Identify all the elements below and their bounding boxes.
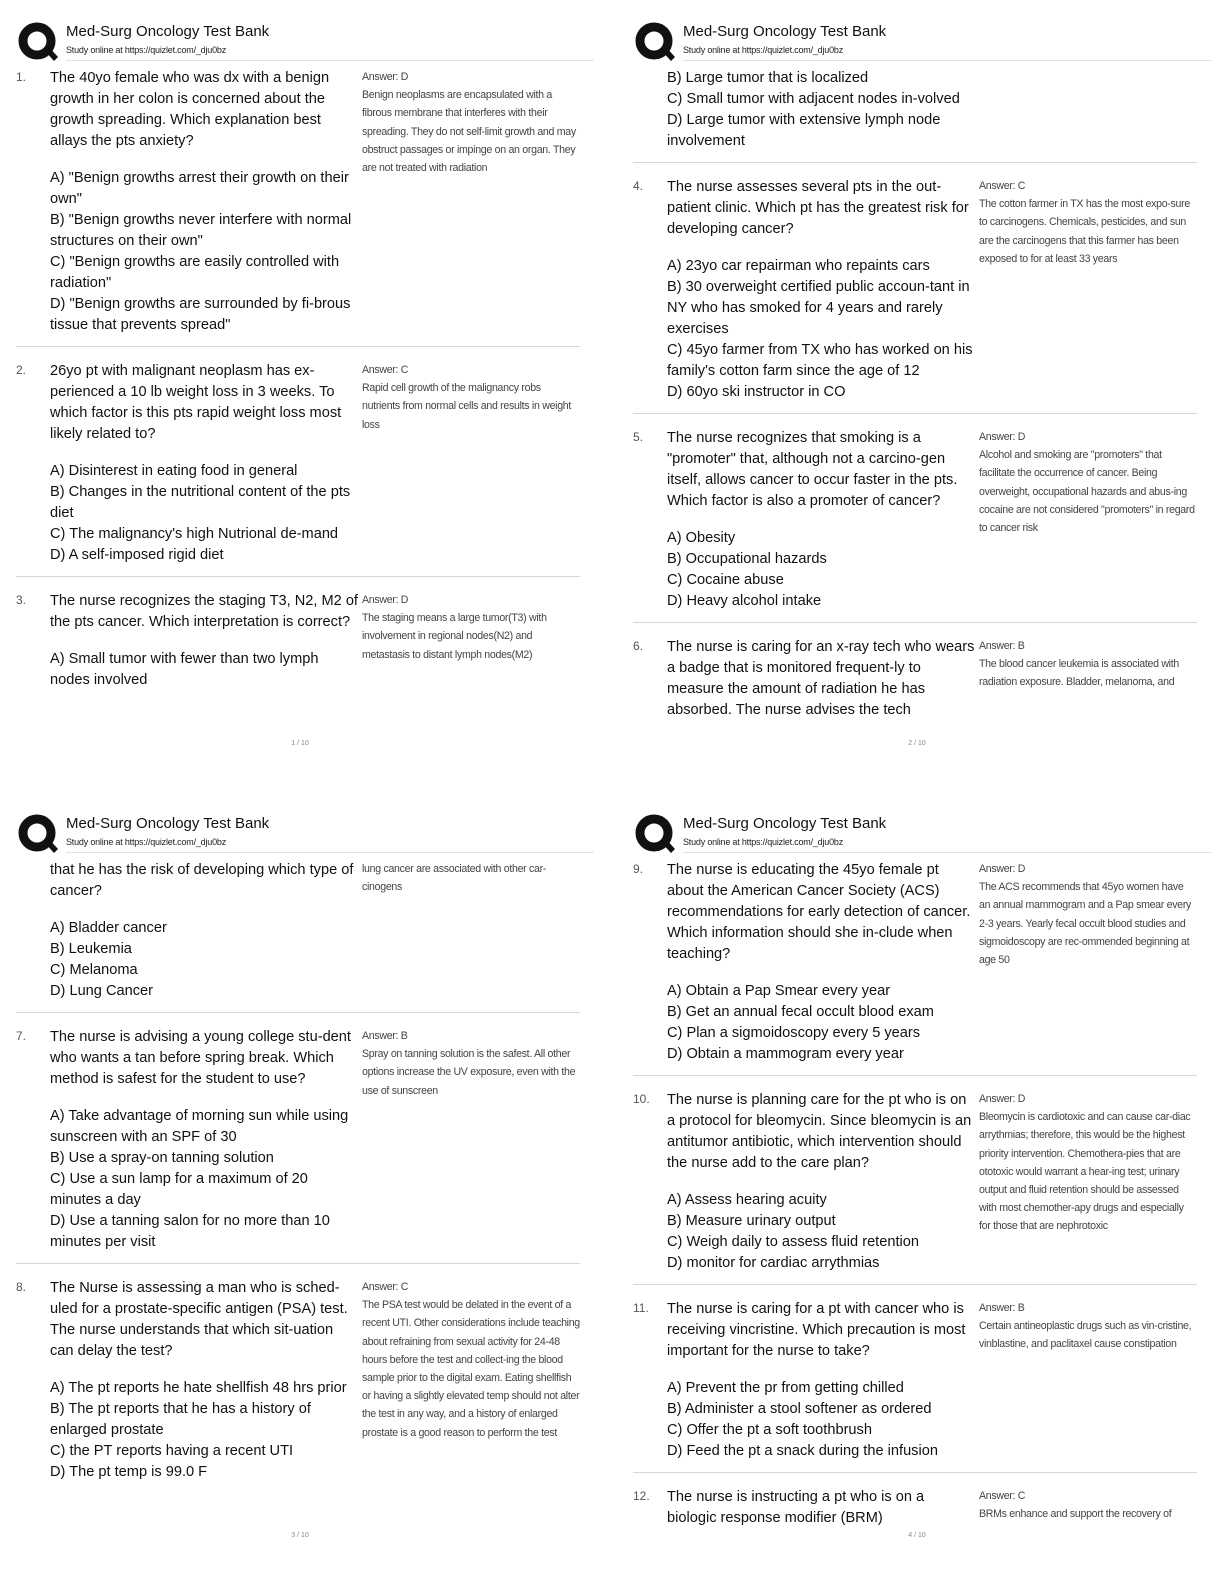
answer-panel — [362, 860, 580, 1002]
answer-option: D) 60yo ski instructor in CO — [667, 384, 846, 400]
question-body — [667, 177, 975, 403]
answer-option: B) "Benign growths never interfere with normal structures on their own" — [50, 212, 352, 249]
question-body — [667, 428, 975, 612]
question-number: 8. — [16, 1280, 27, 1294]
question-stem: The nurse recognizes the staging T3, N2, M2 of the pts cancer. Which interpretation is correct? — [50, 593, 358, 630]
page-header — [633, 18, 1203, 64]
question-stem: The nurse is caring for an x-ray tech who wears a badge that is monitored frequent-ly to measure the amount of radiation he has absorbed. The nurse advises the tech — [667, 639, 975, 718]
page-number: 1 / 10 — [291, 740, 309, 747]
answer-panel — [362, 1027, 580, 1253]
page-4 — [617, 792, 1217, 1562]
answer-option: C) Weigh daily to assess fluid retention — [667, 1234, 919, 1250]
answer-panel — [979, 1487, 1197, 1529]
question-number: 2. — [16, 363, 27, 377]
answer-explanation: The PSA test would be delated in the event of a recent UTI. Other considerations include teaching about refraining from sexual activity for 24-48 hours before the test and collect-ing the blood sample prior to the digital exam. Eating shellfish or having a slightly elevated temp should not alter the test in any way, and a history of enlarged prostate is a good reason to perform the test — [362, 1299, 580, 1439]
question-number: 6. — [633, 639, 644, 653]
question-card — [633, 1088, 1197, 1285]
answer-panel — [362, 1278, 580, 1483]
answer-key: Answer: D — [979, 1093, 1026, 1105]
question-number: 4. — [633, 179, 644, 193]
question-body — [667, 1299, 975, 1462]
page-header — [633, 810, 1203, 856]
answer-explanation: The cotton farmer in TX has the most expo-sure to carcinogens. Chemicals, pesticides, and sun are the carcinogens that this farmer has been exposed to for at least 33 years — [979, 198, 1190, 265]
answer-key: Answer: B — [362, 1030, 408, 1042]
question-number: 5. — [633, 430, 644, 444]
question-stem: The nurse is advising a young college stu-dent who wants a tan before spring break. Which method is safest for the student to use? — [50, 1029, 351, 1087]
question-body — [667, 637, 975, 721]
answer-option: B) Use a spray-on tanning solution — [50, 1150, 274, 1166]
question-body — [50, 361, 358, 566]
answer-explanation: Certain antineoplastic drugs such as vin-cristine, vinblastine, and paclitaxel cause constipation — [979, 1320, 1192, 1351]
question-number: 10. — [633, 1092, 650, 1106]
answer-option: C) the PT reports having a recent UTI — [50, 1443, 294, 1459]
question-card — [16, 1276, 580, 1493]
answer-key: Answer: D — [362, 71, 409, 83]
answer-explanation: The ACS recommends that 45yo women have an annual mammogram and a Pap smear every 2-3 years. Yearly fecal occult blood studies and sigmoidoscopy are rec-ommended beginning at age 50 — [979, 881, 1192, 967]
page-number: 4 / 10 — [908, 1532, 926, 1539]
quizlet-logo-icon — [633, 20, 677, 64]
answer-key: Answer: D — [979, 431, 1026, 443]
question-card — [633, 858, 1197, 1076]
question-number: 3. — [16, 593, 27, 607]
question-card — [16, 359, 580, 577]
answer-panel — [362, 591, 580, 691]
question-card — [16, 589, 580, 701]
answer-option: D) "Benign growths are surrounded by fi-brous tissue that prevents spread" — [50, 296, 351, 333]
answer-option: B) The pt reports that he has a history of enlarged prostate — [50, 1401, 311, 1438]
page-1 — [0, 0, 600, 770]
answer-panel — [979, 177, 1197, 403]
question-card — [633, 175, 1197, 414]
answer-option: C) Cocaine abuse — [667, 572, 784, 588]
answer-option: B) Changes in the nutritional content of the pts diet — [50, 484, 351, 521]
answer-option: B) Leukemia — [50, 941, 132, 957]
page-3 — [0, 792, 600, 1562]
question-list — [633, 66, 1197, 743]
answer-option: D) Obtain a mammogram every year — [667, 1046, 904, 1062]
question-body — [50, 591, 358, 691]
answer-option: D) The pt temp is 99.0 F — [50, 1464, 208, 1480]
answer-key: Answer: C — [979, 180, 1026, 192]
page-title: Med-Surg Oncology Test Bank — [683, 815, 887, 832]
answer-panel — [979, 428, 1197, 612]
answer-option: D) Lung Cancer — [50, 983, 154, 999]
answer-option: A) Prevent the pr from getting chilled — [667, 1380, 904, 1396]
question-card — [633, 1297, 1197, 1473]
answer-explanation: Spray on tanning solution is the safest. All other options increase the UV exposure, even with the use of sunscreen — [362, 1048, 576, 1097]
question-number: 1. — [16, 70, 27, 84]
answer-option: B) Occupational hazards — [667, 551, 827, 567]
answer-option: D) Large tumor with extensive lymph node involvement — [667, 112, 941, 149]
question-stem: The nurse assesses several pts in the out-patient clinic. Which pt has the greatest risk for developing cancer? — [667, 179, 969, 237]
question-stem: The nurse is instructing a pt who is on a biologic response modifier (BRM) — [667, 1489, 925, 1526]
answer-panel — [362, 68, 580, 336]
answer-option: D) A self-imposed rigid diet — [50, 547, 224, 563]
answer-panel — [979, 860, 1197, 1065]
question-number: 9. — [633, 862, 644, 876]
question-body — [50, 68, 358, 336]
question-body — [50, 1027, 358, 1253]
answer-option: C) Melanoma — [50, 962, 138, 978]
question-body — [50, 1278, 358, 1483]
page-number: 2 / 10 — [908, 740, 926, 747]
answer-option: C) Plan a sigmoidoscopy every 5 years — [667, 1025, 921, 1041]
question-list — [16, 858, 580, 1505]
answer-option: C) Use a sun lamp for a maximum of 20 minutes a day — [50, 1171, 308, 1208]
question-number: 7. — [16, 1029, 27, 1043]
question-stem: The 40yo female who was dx with a benign growth in her colon is concerned about the growth spreading. Which explanation best allays the pts anxiety? — [50, 70, 330, 149]
question-card — [633, 1485, 1197, 1539]
question-stem: The Nurse is assessing a man who is sched-uled for a prostate-specific antigen (PSA) test. The nurse understands that which sit-uation can delay the test? — [50, 1280, 348, 1359]
question-stem: 26yo pt with malignant neoplasm has ex-perienced a 10 lb weight loss in 3 weeks. To which factor is this pts rapid weight loss most likely related to? — [50, 363, 342, 442]
answer-panel — [979, 1299, 1197, 1462]
answer-option: A) Take advantage of morning sun while using sunscreen with an SPF of 30 — [50, 1108, 349, 1145]
question-body — [50, 860, 358, 1002]
answer-explanation: Bleomycin is cardiotoxic and can cause car-diac arrythmias; therefore, this would be the highest priority intervention. Chemothera-pies that are ototoxic would warrant a hear-ing test; urinary output and fluid retention should be assessed with most chemother-apy drugs and especially for those that are nephrotoxic — [979, 1111, 1191, 1233]
page-2 — [617, 0, 1217, 770]
question-body — [667, 1090, 975, 1274]
question-card — [16, 1025, 580, 1264]
answer-explanation: Alcohol and smoking are "promoters" that facilitate the occurrence of cancer. Being overweight, occupational hazards and abus-ing cocaine are not considered "promoters" in regard to cancer risk — [979, 449, 1195, 535]
page-title: Med-Surg Oncology Test Bank — [66, 815, 270, 832]
answer-key: Answer: C — [362, 364, 409, 376]
answer-explanation: lung cancer are associated with other car-cinogens — [362, 863, 547, 894]
study-link[interactable]: Study online at https://quizlet.com/_dju0bz — [683, 45, 844, 55]
header-divider — [683, 60, 1211, 61]
answer-explanation: BRMs enhance and support the recovery of — [979, 1508, 1172, 1521]
answer-option: C) 45yo farmer from TX who has worked on his family's cotton farm since the age of 12 — [667, 342, 973, 379]
answer-explanation: Benign neoplasms are encapsulated with a fibrous membrane that interferes with their spreading. They do not self-limit growth and may obstruct passages or impinge on an organ. They are not treated with radiation — [362, 89, 576, 175]
page-title: Med-Surg Oncology Test Bank — [683, 23, 887, 40]
answer-option: A) 23yo car repairman who repaints cars — [667, 258, 930, 274]
answer-option: B) Administer a stool softener as ordered — [667, 1401, 932, 1417]
answer-panel — [362, 361, 580, 566]
answer-option: D) Feed the pt a snack during the infusion — [667, 1443, 938, 1459]
question-card — [16, 66, 580, 347]
header-divider — [683, 852, 1211, 853]
answer-option: B) 30 overweight certified public accoun-tant in NY who has smoked for 4 years and rarely exercises — [667, 279, 970, 337]
question-stem: The nurse is caring for a pt with cancer who is receiving vincristine. Which precaution is most important for the nurse to take? — [667, 1301, 966, 1359]
question-stem: The nurse is educating the 45yo female pt about the American Cancer Society (ACS) recommendations for early detection of cancer. Which information should she in-clude when teaching? — [667, 862, 971, 962]
question-card-continued — [16, 858, 580, 1013]
question-list — [633, 858, 1197, 1551]
answer-explanation: The staging means a large tumor(T3) with involvement in regional nodes(N2) and metastasis to distant lymph nodes(M2) — [362, 612, 547, 661]
answer-option: B) Large tumor that is localized — [667, 70, 869, 86]
page-header — [16, 810, 586, 856]
answer-option: D) Use a tanning salon for no more than 10 minutes per visit — [50, 1213, 330, 1250]
question-body — [667, 1487, 975, 1529]
header-divider — [66, 60, 594, 61]
header-divider — [66, 852, 594, 853]
answer-key: Answer: B — [979, 1302, 1025, 1314]
page-header — [16, 18, 586, 64]
answer-option: A) Disinterest in eating food in general — [50, 463, 298, 479]
question-stem: The nurse recognizes that smoking is a "promoter" that, although not a carcino-gen itself, allows cancer to occur faster in the pts. Which factor is also a promoter of cancer? — [667, 430, 958, 509]
answer-panel — [979, 1090, 1197, 1274]
page-title: Med-Surg Oncology Test Bank — [66, 23, 270, 40]
quizlet-logo-icon — [16, 812, 60, 856]
answer-option: D) monitor for cardiac arrythmias — [667, 1255, 880, 1271]
question-stem: that he has the risk of developing which type of cancer? — [50, 862, 354, 899]
answer-option: A) Assess hearing acuity — [667, 1192, 827, 1208]
answer-explanation: The blood cancer leukemia is associated with radiation exposure. Bladder, melanoma, and — [979, 658, 1179, 689]
answer-key: Answer: C — [362, 1281, 409, 1293]
question-card — [633, 426, 1197, 623]
question-list — [16, 66, 580, 713]
answer-option: A) The pt reports he hate shellfish 48 hrs prior — [50, 1380, 347, 1396]
answer-explanation: Rapid cell growth of the malignancy robs nutrients from normal cells and results in weight loss — [362, 382, 572, 431]
answer-key: Answer: B — [979, 640, 1025, 652]
question-number: 12. — [633, 1489, 650, 1503]
question-body — [667, 860, 975, 1065]
quizlet-logo-icon — [16, 20, 60, 64]
answer-key: Answer: D — [362, 594, 409, 606]
question-body — [667, 68, 975, 152]
answer-option: A) Bladder cancer — [50, 920, 167, 936]
answer-option: B) Measure urinary output — [667, 1213, 836, 1229]
study-link[interactable]: Study online at https://quizlet.com/_dju0bz — [683, 837, 844, 847]
quizlet-logo-icon — [633, 812, 677, 856]
answer-option: D) Heavy alcohol intake — [667, 593, 822, 609]
answer-option: C) Offer the pt a soft toothbrush — [667, 1422, 872, 1438]
answer-panel — [979, 637, 1197, 721]
question-stem: The nurse is planning care for the pt who is on a protocol for bleomycin. Since bleomycin is an antitumor antibiotic, which intervention should the nurse add to the care plan? — [667, 1092, 972, 1171]
answer-option: A) "Benign growths arrest their growth on their own" — [50, 170, 349, 207]
answer-option: B) Get an annual fecal occult blood exam — [667, 1004, 934, 1020]
question-card — [633, 635, 1197, 731]
answer-key: Answer: D — [979, 863, 1026, 875]
page-number: 3 / 10 — [291, 1532, 309, 1539]
answer-key: Answer: C — [979, 1490, 1026, 1502]
study-link[interactable]: Study online at https://quizlet.com/_dju0bz — [66, 837, 227, 847]
answer-option: A) Small tumor with fewer than two lymph nodes involved — [50, 651, 319, 688]
answer-option: A) Obesity — [667, 530, 736, 546]
question-number: 11. — [633, 1301, 649, 1315]
answer-option: C) "Benign growths are easily controlled with radiation" — [50, 254, 340, 291]
answer-option: A) Obtain a Pap Smear every year — [667, 983, 891, 999]
answer-option: C) The malignancy's high Nutrional de-mand — [50, 526, 339, 542]
question-card-continued — [633, 66, 1197, 163]
study-link[interactable]: Study online at https://quizlet.com/_dju0bz — [66, 45, 227, 55]
answer-option: C) Small tumor with adjacent nodes in-volved — [667, 91, 960, 107]
